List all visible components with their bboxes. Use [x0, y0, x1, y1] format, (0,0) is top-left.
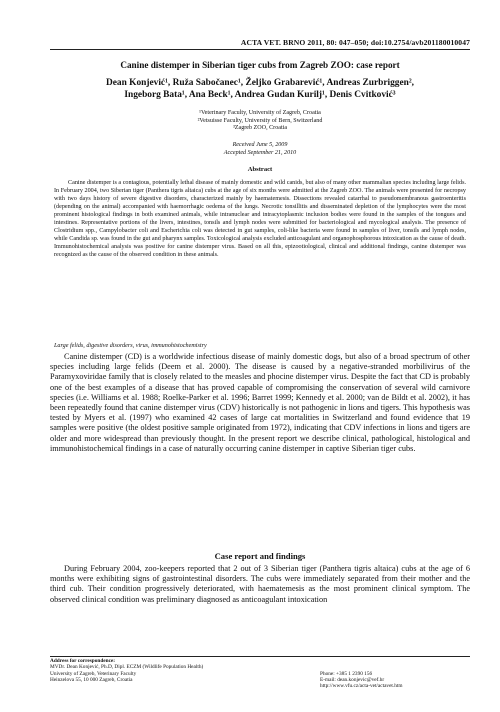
running-head: ACTA VET. BRNO 2011, 80: 047–050; doi:10.2754/avb201180010047 [240, 38, 470, 47]
article-dates [50, 142, 470, 157]
correspondence-name: MVDr. Dean Konjević, Ph.D, Dipl. ECZM (Wildlife Population Health) [50, 664, 204, 671]
affiliation: ³Zagreb ZOO, Croatia [232, 125, 288, 132]
case-report-paragraph: During February 2004, zoo-keepers reported that 2 out of 3 Siberian tiger (Panthera tigris altaica) cubs at the age of 6 months were exhibiting signs of gastrointestinal disorders. The cubs were immediately separated from their mother and the third cub. Their condition progressively deteriorated, with haematemesis as the most prominent clinical symptom. The observed clinical condition was preliminary diagnosed as anticoagulant intoxication [50, 564, 470, 604]
author-line: Dean Konjević¹, Ruža Sabočanec¹, Željko Grabarević¹, Andreas Zurbriggen², [105, 78, 415, 88]
abstract-text: Canine distemper is a contagious, potentially lethal disease of mainly domestic and wild canids, but also of many other mammalian species including large felids. In February 2004, two Siberian tiger (Panthera tigris altaica) cubs at the age of six months were admitted at the Zagreb ZOO. The animals were presented for necropsy with two days history of severe digestive disorders, characterized mainly by haematemesis. Dissections revealed catarrhal to pseudomembranous gastroenteritis (depending on the animal) accompanied with haemorrhagic oedema of the lungs. Necrotic tonsillitis and disseminated depletion of the lymphocytes were the most prominent histological findings in both examined animals, while intranuclear and intracytoplasmic inclusion bodies were found in the samples of the tongues and intestines. Representative portions of the livers, intestines, tonsils and lymph nodes were submitted for bacteriological and mycological analysis. The presence of Clostridium spp., Campylobacter coli and Escherichia coli was detected in gut samples, coli-like bacteria were found in samples of liver, tonsils and lymph nodes, while Candida sp. was found in the gut and pharynx samples. Toxicological analysis excluded anticoagulant and organophosphorous intoxication as the cause of death. Immunohistochemical analysis was positive for canine distemper virus. Based on all this, epizootiological, clinical and additional findings, canine distemper was recognized as the cause of the observed condition in these animals. [54, 180, 466, 259]
affiliation: ²Vetsuisse Faculty, University of Bern, Switzerland [197, 117, 323, 124]
correspondence-phone: Phone: +385 1 2390 156 [320, 670, 373, 677]
author-list [50, 78, 470, 101]
correspondence-title: Address for correspondence: [50, 658, 116, 664]
introduction-paragraph: Canine distemper (CD) is a worldwide infectious disease of mainly domestic dogs, but also of a broad spectrum of other species including large felids (Deem et al. 2000). The disease is caused by a negative-stranded morbilivirus of the Paramyxoviridae family that is closely related to the measles and phocine distemper virus. Despite the fact that CD is probably one of the best examples of a disease that has proved capable of compromising the conservation of several wild carnivore species (i.e. Williams et al. 1988; Roelke-Parker et al. 1996; Barret 1999; Kennedy et al. 2000; van de Bildt et al. 2002), it has been repeatedly found that canine distemper virus (CDV) historically is not pathogenic in lions and tigers. This hypothesis was tested by Myers et al. (1997) who examined 42 cases of large cat mortalities in Switzerland and found evidence that 19 samples were positive (the oldest positive sample originated from 1972), indicating that CDV infections in lions and tigers are older and more widespread than previously thought. In the present report we describe clinical, pathological, histological and immunohistochemical findings in a case of naturally occurring canine distemper in captive Siberian tiger cubs. [50, 352, 470, 453]
header-rule [50, 49, 470, 50]
section-heading: Case report and findings [214, 551, 306, 561]
correspondence-spacer [50, 683, 320, 689]
correspondence-email[interactable]: E-mail: dean.konjevic@vef.hr [320, 676, 385, 683]
journal-url[interactable]: http://www.vfu.cz/acta-vet/actavet.htm [320, 683, 403, 690]
article-title: Canine distemper in Siberian tiger cubs from Zagreb ZOO: case report [120, 60, 400, 70]
affiliation: ¹Veterinary Faculty, University of Zagreb, Croatia [199, 110, 321, 116]
correspondence-address: Heinzelova 55, 10 000 Zagreb, Croatia [50, 676, 133, 683]
correspondence-department: University of Zagreb, Veterinary Faculty [50, 670, 137, 677]
author-line: Ingeborg Bata¹, Ana Beck¹, Andrea Gudan Kurilj¹, Denis Cvitković³ [124, 89, 396, 100]
abstract-heading: Abstract [247, 166, 273, 173]
keywords: Large felids, digestive disorders, virus, immunohistochemistry [54, 343, 207, 349]
affiliations [50, 110, 470, 133]
footnote-rule [50, 656, 470, 657]
accepted-date: Accepted September 21, 2010 [223, 149, 297, 156]
received-date: Received June 5, 2009 [232, 142, 288, 148]
correspondence-block [50, 658, 470, 689]
